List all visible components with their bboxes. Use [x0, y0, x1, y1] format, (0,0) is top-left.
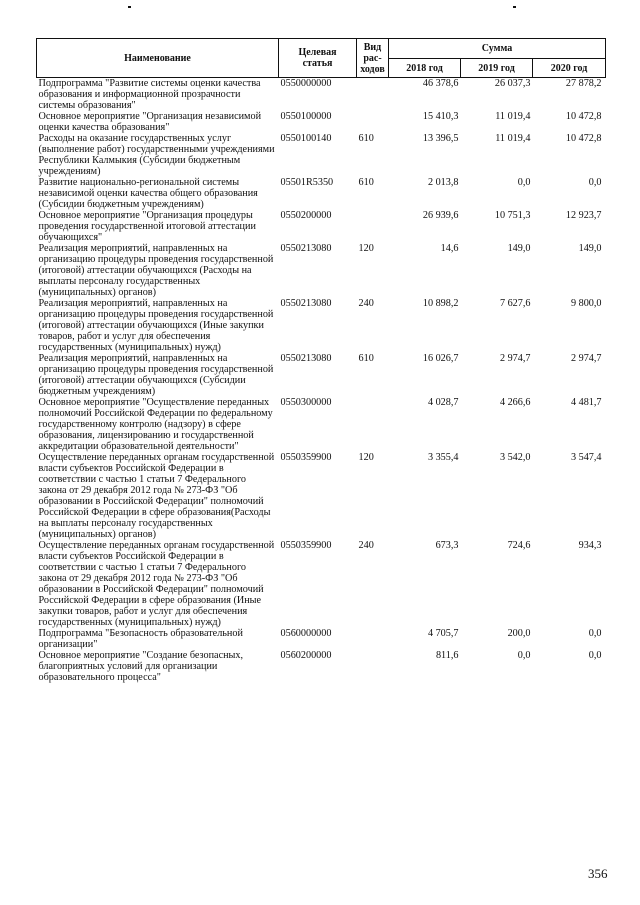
cell-2019: 26 037,3 — [494, 78, 531, 89]
cell-name: Осуществление переданных органам государственной власти субъектов Российской Федерации в соответствии с частью 1 статьи 7 Федерального закона от 29 декабря 2012 года № 273-ФЗ "Об образовании в Российской Федерации" полномочий Российской Федерации в сфере образования(Расходы на выплаты персоналу государственных (муниципальных) органов) — [38, 452, 275, 540]
cell-2018: 4 705,7 — [427, 628, 459, 639]
cell-2019: 4 266,6 — [499, 397, 531, 408]
cell-2018: 26 939,6 — [422, 210, 459, 221]
cell-2019: 0,0 — [517, 650, 531, 661]
cell-code: 05501R5350 — [280, 177, 334, 188]
cell-2018: 3 355,4 — [427, 452, 459, 463]
cell-code: 0560200000 — [280, 650, 332, 661]
table-row — [37, 540, 606, 628]
cell-2018: 811,6 — [435, 650, 459, 661]
header-code: Целевая статья — [279, 39, 357, 78]
cell-2020: 0,0 — [588, 650, 602, 661]
cell-2020: 9 800,0 — [570, 298, 602, 309]
cell-name: Реализация мероприятий, направленных на организацию процедуры проведения государственной (итоговой) аттестации обучающихся (Иные закупки товаров, работ и услуг для обеспечения государственных (муниципальных) нужд) — [38, 298, 274, 353]
top-mark — [128, 6, 131, 8]
cell-code: 0550200000 — [280, 210, 332, 221]
table-row — [37, 78, 606, 112]
cell-code: 0550213080 — [280, 353, 332, 364]
table-row — [37, 397, 606, 452]
cell-kind — [357, 210, 389, 243]
header-kind: Вид рас-ходов — [357, 39, 389, 78]
cell-2019: 724,6 — [507, 540, 531, 551]
table-row — [37, 650, 606, 683]
cell-code: 0550359900 — [280, 452, 332, 463]
cell-kind: 240 — [358, 298, 374, 309]
table-row — [37, 210, 606, 243]
cell-2020: 12 923,7 — [565, 210, 602, 221]
cell-kind — [357, 78, 389, 112]
cell-code: 0550100000 — [280, 111, 332, 122]
cell-2018: 673,3 — [435, 540, 459, 551]
cell-2019: 3 542,0 — [499, 452, 531, 463]
cell-name: Подпрограмма "Безопасность образовательной организации" — [38, 628, 243, 650]
cell-2018: 4 028,7 — [427, 397, 459, 408]
cell-2020: 4 481,7 — [570, 397, 602, 408]
cell-2018: 15 410,3 — [422, 111, 459, 122]
cell-2018: 10 898,2 — [422, 298, 459, 309]
cell-name: Расходы на оказание государственных услуг (выполнение работ) государственными учреждениями Республики Калмыкия (Субсидии бюджетным учреждениям) — [38, 133, 275, 177]
header-year-2019: 2019 год — [461, 59, 533, 78]
table-row — [37, 243, 606, 298]
cell-name: Основное мероприятие "Осуществление переданных полномочий Российской Федерации по федеральному государственному контролю (надзору) в сфере образования, лицензированию и государственной аккредитации образовательной деятельности" — [38, 397, 273, 452]
cell-2020: 3 547,4 — [570, 452, 602, 463]
table-body — [37, 78, 606, 684]
cell-2020: 2 974,7 — [570, 353, 602, 364]
cell-kind: 120 — [358, 452, 374, 463]
cell-kind: 240 — [358, 540, 374, 551]
cell-name: Основное мероприятие "Организация процедуры проведения государственной итоговой аттестации обучающихся" — [38, 210, 256, 243]
cell-kind: 610 — [358, 133, 374, 144]
cell-name: Подпрограмма "Развитие системы оценки качества образования и информационной прозрачности системы образования" — [38, 78, 261, 111]
cell-kind: 120 — [358, 243, 374, 254]
cell-2019: 11 019,4 — [495, 133, 531, 144]
cell-2020: 934,3 — [578, 540, 602, 551]
header-year-2018: 2018 год — [389, 59, 461, 78]
cell-kind: 610 — [358, 177, 374, 188]
cell-2019: 200,0 — [507, 628, 531, 639]
table-row — [37, 298, 606, 353]
table-header — [37, 39, 606, 78]
cell-kind — [357, 628, 389, 650]
cell-2020: 0,0 — [588, 628, 602, 639]
top-mark — [513, 6, 516, 8]
table-row — [37, 353, 606, 397]
cell-kind — [357, 111, 389, 133]
cell-2020: 149,0 — [578, 243, 602, 254]
cell-2019: 149,0 — [507, 243, 531, 254]
cell-2020: 27 878,2 — [565, 78, 602, 89]
cell-2020: 10 472,8 — [565, 133, 602, 144]
cell-code: 0550100140 — [280, 133, 332, 144]
cell-2018: 16 026,7 — [422, 353, 459, 364]
cell-name: Развитие национально-региональной системы независимой оценки качества общего образования (Субсидии бюджетным учреждениям) — [38, 177, 258, 210]
cell-2019: 0,0 — [517, 177, 531, 188]
header-year-2020: 2020 год — [533, 59, 606, 78]
cell-kind — [357, 650, 389, 683]
cell-2019: 11 019,4 — [495, 111, 531, 122]
cell-code: 0550300000 — [280, 397, 332, 408]
cell-code: 0550359900 — [280, 540, 332, 551]
cell-2020: 10 472,8 — [565, 111, 602, 122]
cell-name: Реализация мероприятий, направленных на организацию процедуры проведения государственной (итоговой) аттестации обучающихся (Расходы на выплаты персоналу государственных (муниципальных) органов) — [38, 243, 274, 298]
page-number: 356 — [588, 866, 608, 881]
cell-2019: 10 751,3 — [494, 210, 531, 221]
cell-code: 0550213080 — [280, 243, 332, 254]
table-row — [37, 111, 606, 133]
table-row — [37, 133, 606, 177]
cell-2018: 46 378,6 — [422, 78, 459, 89]
header-sum: Сумма — [389, 39, 606, 59]
cell-name: Основное мероприятие "Организация независимой оценки качества образования" — [38, 111, 262, 133]
cell-name: Реализация мероприятий, направленных на организацию процедуры проведения государственной (итоговой) аттестации обучающихся (Субсидии бюджетным учреждениям) — [38, 353, 274, 397]
cell-2018: 2 013,8 — [427, 177, 459, 188]
cell-2020: 0,0 — [588, 177, 602, 188]
header-name: Наименование — [37, 39, 279, 78]
cell-2019: 2 974,7 — [499, 353, 531, 364]
table-row — [37, 177, 606, 210]
cell-code: 0560000000 — [280, 628, 332, 639]
cell-2018: 14,6 — [440, 243, 459, 254]
cell-kind: 610 — [358, 353, 374, 364]
budget-table — [36, 38, 606, 683]
table-row — [37, 628, 606, 650]
cell-name: Основное мероприятие "Создание безопасных, благоприятных условий для организации образовательного процесса" — [38, 650, 244, 683]
cell-kind — [357, 397, 389, 452]
cell-code: 0550000000 — [280, 78, 332, 89]
cell-code: 0550213080 — [280, 298, 332, 309]
cell-2018: 13 396,5 — [422, 133, 459, 144]
table-row — [37, 452, 606, 540]
cell-2019: 7 627,6 — [499, 298, 531, 309]
cell-name: Осуществление переданных органам государственной власти субъектов Российской Федерации в соответствии с частью 1 статьи 7 Федерального закона от 29 декабря 2012 года № 273-ФЗ "Об образовании в Российской Федерации" полномочий Российской Федерации в сфере образования (Иные закупки товаров, работ и услуг для обеспечения государственных (муниципальных) нужд) — [38, 540, 275, 628]
